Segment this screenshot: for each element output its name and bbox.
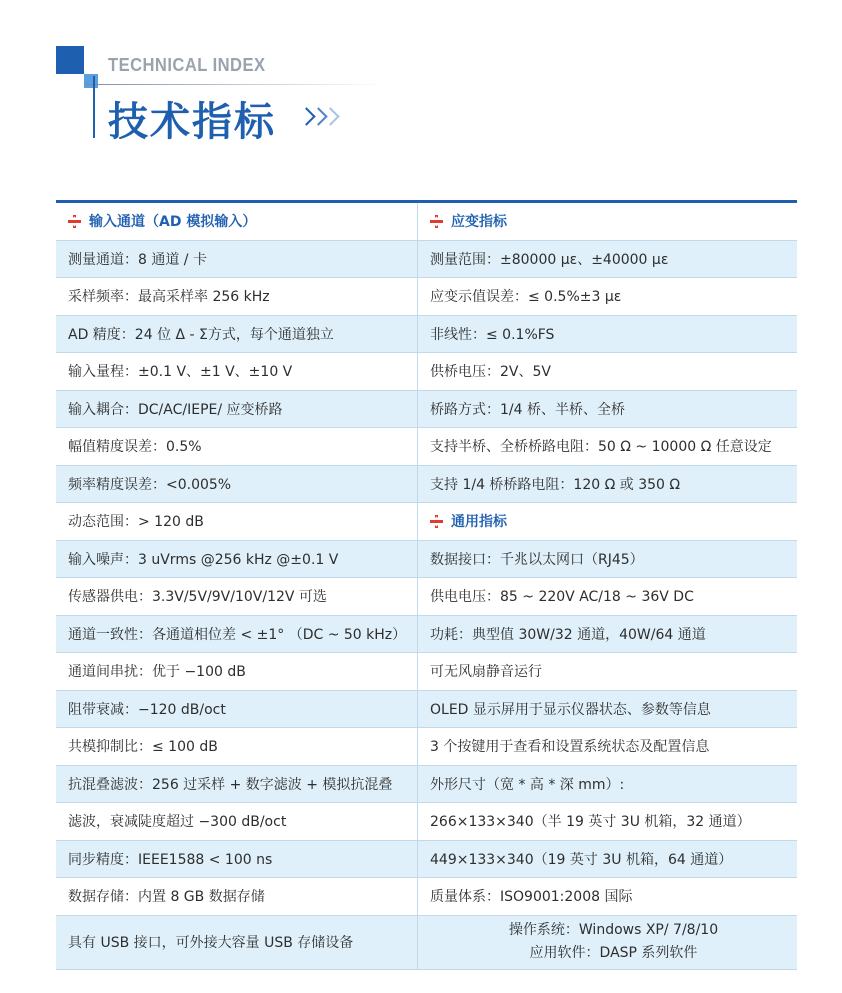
spec-cell: 滤波，衰减陡度超过 −300 dB/oct xyxy=(56,803,418,841)
spec-cell: 449×133×340（19 英寸 3U 机箱，64 通道） xyxy=(418,841,797,879)
english-title: TECHNICAL INDEX xyxy=(108,55,266,75)
spec-cell-multiline xyxy=(418,916,797,970)
page-title: 技术指标 xyxy=(108,99,276,145)
spec-cell: 数据接口：千兆以太网口（RJ45） xyxy=(418,541,797,579)
spec-cell: 共模抑制比：≤ 100 dB xyxy=(56,728,418,766)
diamond-star-icon xyxy=(430,515,443,528)
spec-cell: AD 精度：24 位 Δ - Σ方式，每个通道独立 xyxy=(56,316,418,354)
decor-square xyxy=(56,46,84,74)
spec-cell: 具有 USB 接口，可外接大容量 USB 存储设备 xyxy=(56,916,418,970)
spec-cell: 非线性：≤ 0.1%FS xyxy=(418,316,797,354)
spec-cell: 输入噪声：3 uVrms @256 kHz @±0.1 V xyxy=(56,541,418,579)
spec-cell: 输入量程：±0.1 V、±1 V、±10 V xyxy=(56,353,418,391)
spec-cell: 支持半桥、全桥桥路电阻：50 Ω ~ 10000 Ω 任意设定 xyxy=(418,428,797,466)
spec-cell: 功耗：典型值 30W/32 通道，40W/64 通道 xyxy=(418,616,797,654)
spec-cell: 输入耦合：DC/AC/IEPE/ 应变桥路 xyxy=(56,391,418,429)
spec-cell: 可无风扇静音运行 xyxy=(418,653,797,691)
diamond-star-icon xyxy=(430,215,443,228)
decor-line xyxy=(84,84,384,85)
spec-cell: 266×133×340（半 19 英寸 3U 机箱，32 通道） xyxy=(418,803,797,841)
spec-cell: 3 个按键用于查看和设置系统状态及配置信息 xyxy=(418,728,797,766)
decor-vertical-line xyxy=(93,76,95,138)
spec-cell: 幅值精度误差：0.5% xyxy=(56,428,418,466)
diamond-star-icon xyxy=(68,215,81,228)
spec-table xyxy=(56,200,797,970)
spec-cell: 动态范围：> 120 dB xyxy=(56,503,418,541)
spec-cell: 测量通道：8 通道 / 卡 xyxy=(56,241,418,279)
spec-cell: 抗混叠滤波：256 过采样 + 数字滤波 + 模拟抗混叠 xyxy=(56,766,418,804)
section-header-input-channel: 输入通道（AD 模拟输入） xyxy=(56,203,418,241)
spec-cell: 通道一致性：各通道相位差 < ±1° （DC ~ 50 kHz） xyxy=(56,616,418,654)
spec-cell: 阻带衰减：−120 dB/oct xyxy=(56,691,418,729)
chevron-right-icon xyxy=(300,110,336,123)
spec-cell: OLED 显示屏用于显示仪器状态、参数等信息 xyxy=(418,691,797,729)
spec-cell: 桥路方式：1/4 桥、半桥、全桥 xyxy=(418,391,797,429)
spec-cell: 同步精度：IEEE1588 < 100 ns xyxy=(56,841,418,879)
spec-cell: 频率精度误差：<0.005% xyxy=(56,466,418,504)
spec-cell: 通道间串扰：优于 −100 dB xyxy=(56,653,418,691)
spec-cell: 支持 1/4 桥桥路电阻：120 Ω 或 350 Ω xyxy=(418,466,797,504)
spec-cell: 测量范围：±80000 με、±40000 με xyxy=(418,241,797,279)
decor-square-small xyxy=(84,74,98,88)
section-header-strain: 应变指标 xyxy=(418,203,797,241)
spec-cell: 供桥电压：2V、5V xyxy=(418,353,797,391)
spec-cell: 供电电压：85 ~ 220V AC/18 ~ 36V DC xyxy=(418,578,797,616)
spec-line-os: 操作系统：Windows XP/ 7/8/10 xyxy=(508,922,719,938)
section-header-general: 通用指标 xyxy=(418,503,797,541)
spec-line-software: 应用软件：DASP 系列软件 xyxy=(529,945,698,961)
page-header xyxy=(0,0,842,200)
spec-cell: 传感器供电：3.3V/5V/9V/10V/12V 可选 xyxy=(56,578,418,616)
spec-cell: 质量体系：ISO9001:2008 国际 xyxy=(418,878,797,916)
spec-cell: 采样频率：最高采样率 256 kHz xyxy=(56,278,418,316)
spec-cell: 数据存储：内置 8 GB 数据存储 xyxy=(56,878,418,916)
spec-cell: 应变示值误差：≤ 0.5%±3 με xyxy=(418,278,797,316)
spec-cell: 外形尺寸（宽 * 高 * 深 mm）: xyxy=(418,766,797,804)
